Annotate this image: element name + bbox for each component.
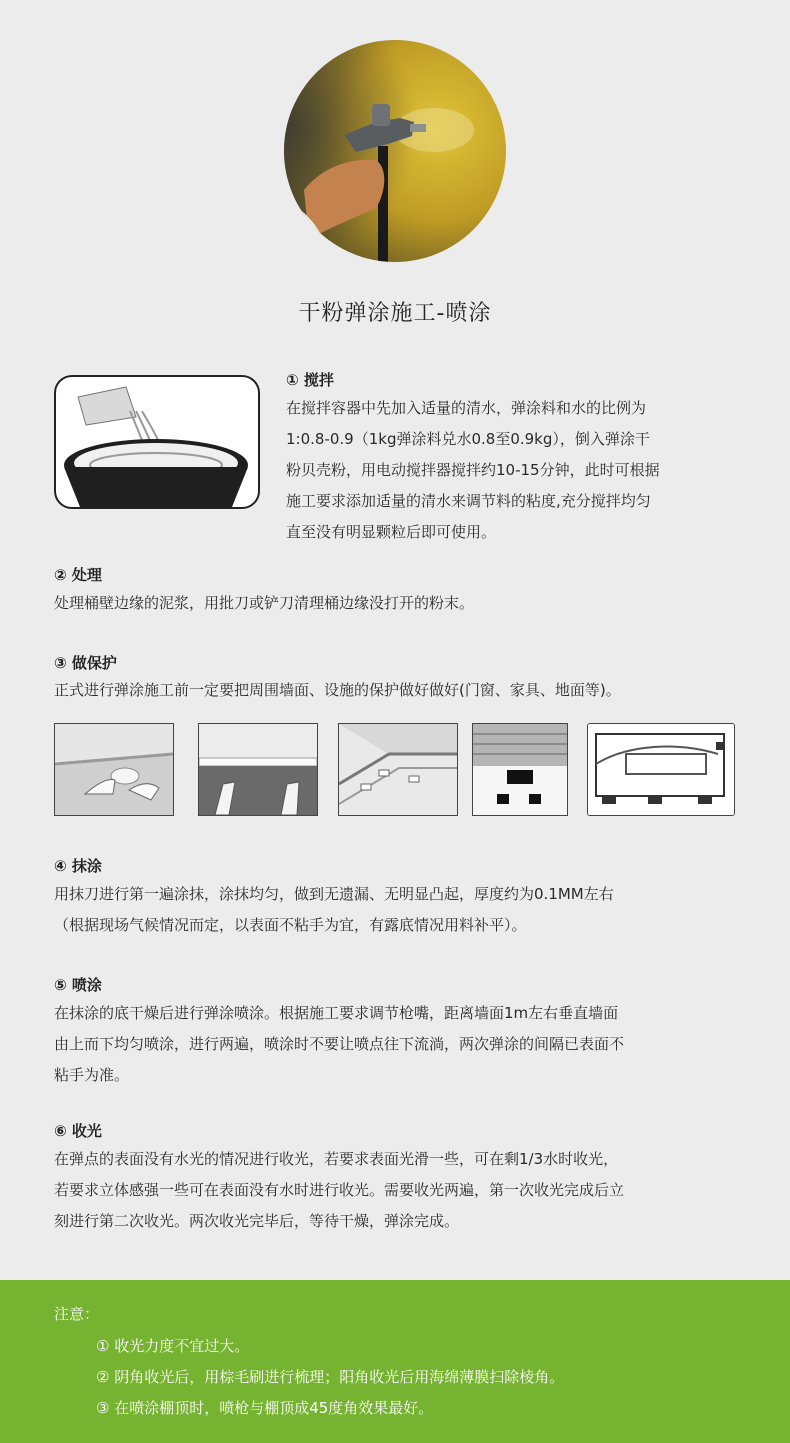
step-4-body [54,879,614,941]
step-1-heading: ① 搅拌 [286,371,334,389]
protection-photo-corner-tape [338,723,458,816]
step-5-line: 由上而下均匀喷涂，进行两遍，喷涂时不要让喷点往下流淌，两次弹涂的间隔已表面不 [54,1035,625,1053]
notes-title: 注意： [54,1305,100,1323]
step-6-line: 若要求立体感强一些可在表面没有水时进行收光。需要收光两遍，第一次收光完成后立 [54,1181,625,1199]
step-4-line: （根据现场气候情况而定，以表面不粘手为宜，有露底情况用料补平）。 [54,916,527,934]
protection-photo-wall-tape [54,723,174,816]
spray-gun-hero-image [284,40,506,262]
step-6-line: 在弹点的表面没有水光的情况进行收光，若要求表面光滑一些，可在剩1/3水时收光， [54,1150,619,1168]
step-6-line: 刻进行第二次收光。两次收光完毕后，等待干燥，弹涂完成。 [54,1212,460,1230]
note-item: ③ 在喷涂棚顶时，喷枪与棚顶成45度角效果最好。 [96,1399,434,1417]
step-6-body [54,1144,624,1237]
step-1-line: 粉贝壳粉，用电动搅拌器搅拌约10-15分钟，此时可根据 [286,461,660,479]
step-5-body [54,998,624,1091]
step-1-line: 直至没有明显颗粒后即可使用。 [286,523,497,541]
step-2-line: 处理桶壁边缘的泥浆，用批刀或铲刀清理桶边缘没打开的粉末。 [54,594,475,612]
protection-photo-furniture-cover [587,723,735,816]
step-4-line: 用抹刀进行第一遍涂抹，涂抹均匀，做到无遗漏、无明显凸起，厚度约为0.1MM左右 [54,885,614,903]
step-1-body [286,393,660,548]
step-2-heading: ② 处理 [54,566,102,584]
protection-photo-floor-edge [198,723,318,816]
step-2-body [54,588,474,619]
step-5-heading: ⑤ 喷涂 [54,976,102,994]
step-4-heading: ④ 抹涂 [54,857,102,875]
protection-photo-socket [472,723,568,816]
step-1-line: 在搅拌容器中先加入适量的清水，弹涂料和水的比例为 [286,399,647,417]
step-3-line: 正式进行弹涂施工前一定要把周围墙面、设施的保护做好做好(门窗、家具、地面等)。 [54,681,621,699]
step-6-heading: ⑥ 收光 [54,1122,102,1140]
note-item: ① 收光力度不宜过大。 [96,1337,250,1355]
step-3-heading: ③ 做保护 [54,654,117,672]
step-5-line: 粘手为准。 [54,1066,130,1084]
step-1-line: 1:0.8-0.9（1kg弹涂料兑水0.8至0.9kg），倒入弹涂干 [286,430,650,448]
step-3-body [54,675,621,706]
page-title: 干粉弹涂施工-喷涂 [298,301,492,326]
step-1-line: 施工要求添加适量的清水来调节料的粘度,充分搅拌均匀 [286,492,651,510]
note-item: ② 阴角收光后，用棕毛刷进行梳理；阳角收光后用海绵薄膜扫除棱角。 [96,1368,565,1386]
step-5-line: 在抹涂的底干燥后进行弹涂喷涂。根据施工要求调节枪嘴，距离墙面1m左右垂直墙面 [54,1004,619,1022]
mixing-bucket-illustration [54,375,260,509]
notes-panel [0,1280,790,1443]
